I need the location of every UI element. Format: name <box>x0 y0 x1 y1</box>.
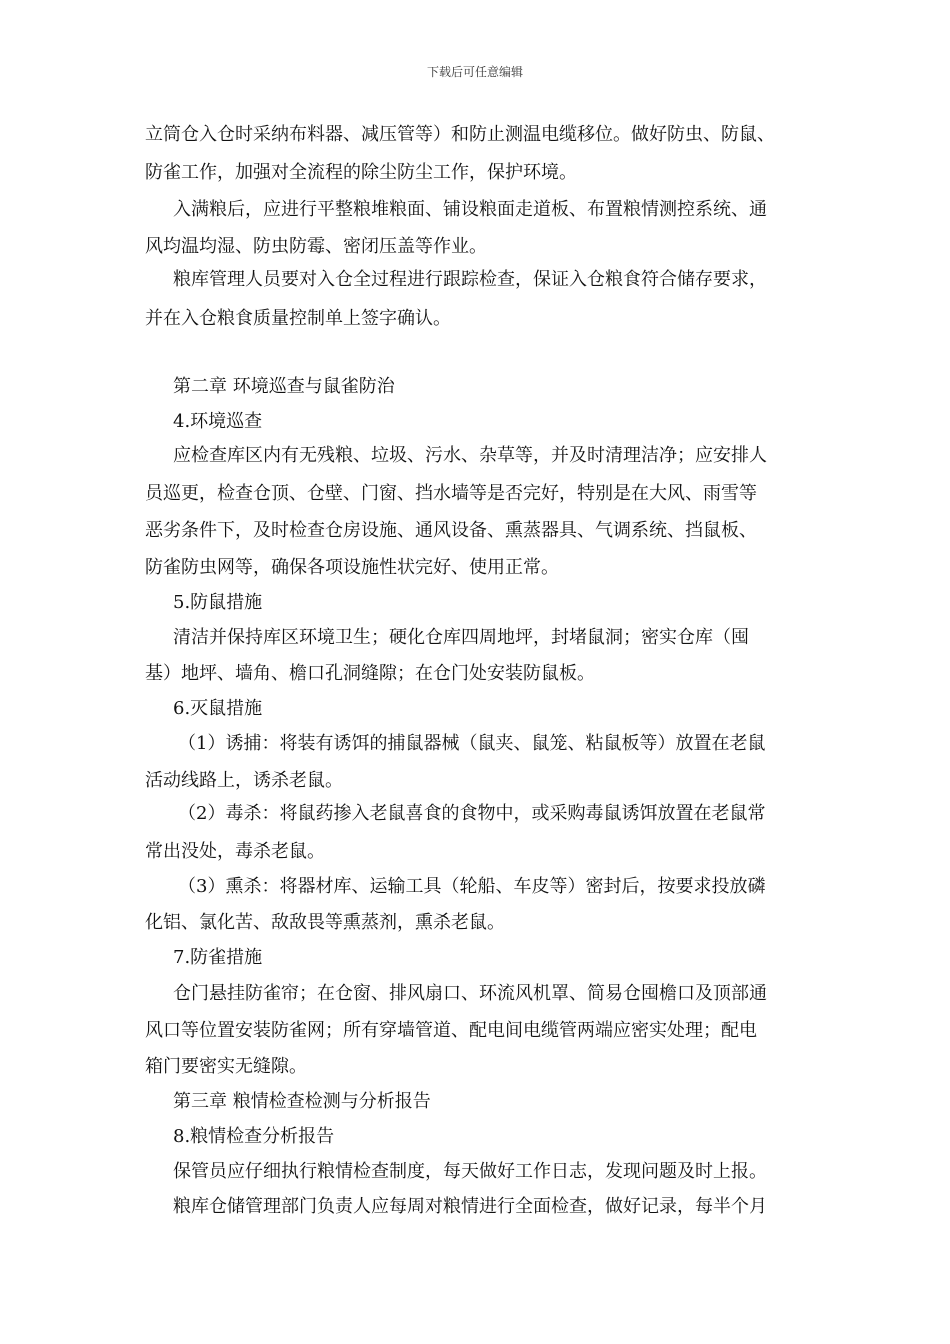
section-heading: 6.灭鼠措施 <box>173 698 263 719</box>
body-line: 入满粮后，应进行平整粮堆粮面、铺设粮面走道板、布置粮情测控系统、通 <box>173 199 767 220</box>
body-line: 粮库仓储管理部门负责人应每周对粮情进行全面检查，做好记录，每半个月 <box>173 1196 767 1217</box>
body-line: （1）诱捕：将装有诱饵的捕鼠器械（鼠夹、鼠笼、粘鼠板等）放置在老鼠 <box>178 733 766 754</box>
body-line: 员巡更，检查仓顶、仓壁、门窗、挡水墙等是否完好，特别是在大风、雨雪等 <box>145 483 757 504</box>
body-line: 仓门悬挂防雀帘；在仓窗、排风扇口、环流风机罩、简易仓囤檐口及顶部通 <box>173 983 767 1004</box>
body-line: 基）地坪、墙角、檐口孔洞缝隙；在仓门处安装防鼠板。 <box>145 663 595 684</box>
section-heading: 7.防雀措施 <box>173 947 263 968</box>
section-heading: 5.防鼠措施 <box>173 592 263 613</box>
page-header-note: 下载后可任意编辑 <box>426 65 523 79</box>
body-line: 风均温均湿、防虫防霉、密闭压盖等作业。 <box>145 236 487 257</box>
body-line: 活动线路上，诱杀老鼠。 <box>145 770 343 791</box>
body-line: （2）毒杀：将鼠药掺入老鼠喜食的食物中，或采购毒鼠诱饵放置在老鼠常 <box>178 803 766 824</box>
chapter-heading: 第二章 环境巡查与鼠雀防治 <box>173 376 395 397</box>
body-line: 常出没处，毒杀老鼠。 <box>145 841 325 862</box>
body-line: 防雀防虫网等，确保各项设施性状完好、使用正常。 <box>145 557 559 578</box>
body-line: 清洁并保持库区环境卫生；硬化仓库四周地坪，封堵鼠洞；密实仓库（囤 <box>173 627 749 648</box>
chapter-heading: 第三章 粮情检查检测与分析报告 <box>173 1091 431 1112</box>
body-line: 并在入仓粮食质量控制单上签字确认。 <box>145 308 451 329</box>
body-line: 应检查库区内有无残粮、垃圾、污水、杂草等，并及时清理洁净；应安排人 <box>173 445 767 466</box>
body-line: 恶劣条件下，及时检查仓房设施、通风设备、熏蒸器具、气调系统、挡鼠板、 <box>145 520 757 541</box>
body-line: 箱门要密实无缝隙。 <box>145 1056 307 1077</box>
body-line: 化铝、氯化苦、敌敌畏等熏蒸剂，熏杀老鼠。 <box>145 912 505 933</box>
section-heading: 8.粮情检查分析报告 <box>173 1126 335 1147</box>
body-line: 立筒仓入仓时采纳布料器、减压管等）和防止测温电缆移位。做好防虫、防鼠、 <box>145 124 775 145</box>
section-heading: 4.环境巡查 <box>173 411 263 432</box>
body-line: 防雀工作，加强对全流程的除尘防尘工作，保护环境。 <box>145 162 577 183</box>
body-line: 粮库管理人员要对入仓全过程进行跟踪检查，保证入仓粮食符合储存要求， <box>173 269 767 290</box>
body-line: 风口等位置安装防雀网；所有穿墙管道、配电间电缆管两端应密实处理；配电 <box>145 1020 757 1041</box>
body-line: （3）熏杀：将器材库、运输工具（轮船、车皮等）密封后，按要求投放磷 <box>178 876 766 897</box>
body-line: 保管员应仔细执行粮情检查制度，每天做好工作日志，发现问题及时上报。 <box>173 1161 767 1182</box>
